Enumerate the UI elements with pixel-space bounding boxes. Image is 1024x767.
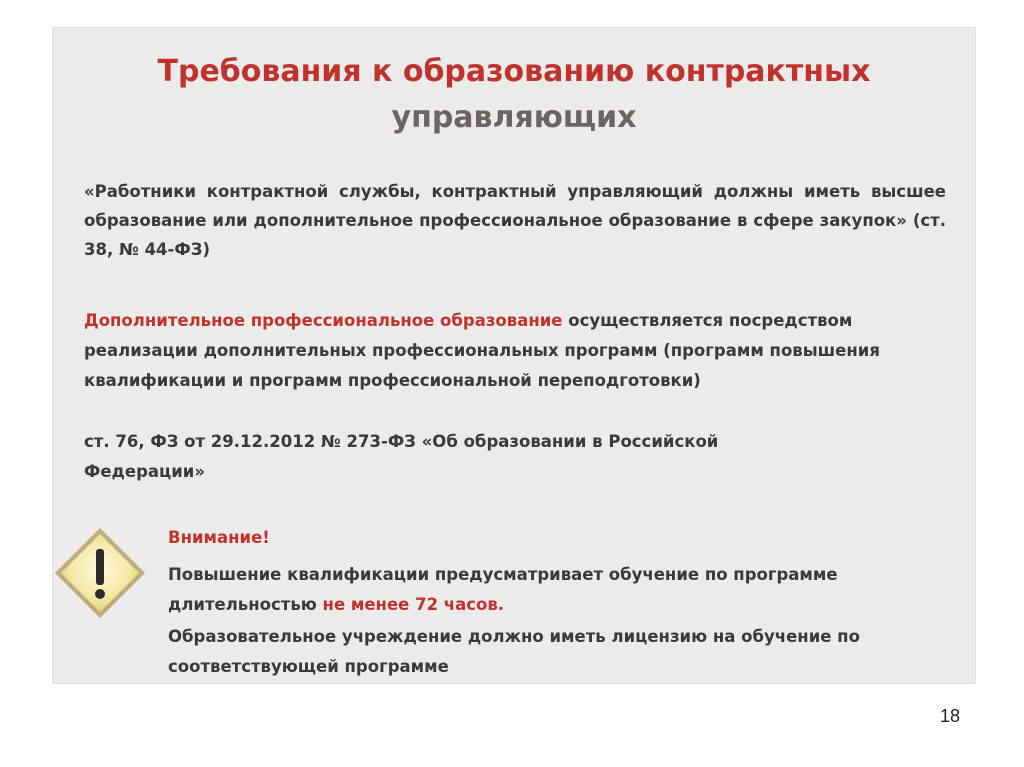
title-line-2: управляющих: [391, 100, 637, 135]
dpo-rest: осуществляется посредством реализации дополнительных профессиональных программ (программ повышения квалификации и программ профессиональной переподготовки): [84, 311, 880, 390]
slide: [52, 27, 976, 684]
dpo-highlight: Дополнительное профессиональное образование: [84, 311, 563, 330]
training-highlight: не менее 72 часов.: [322, 595, 505, 614]
attention-label: Внимание!: [168, 528, 270, 547]
license-paragraph: Образовательное учреждение должно иметь лицензию на обучение по соответствующей программе: [168, 627, 860, 676]
law-quote: «Работники контрактной службы, контрактный управляющий должны иметь высшее образование или дополнительное профессиональное образование в сфере закупок» (ст. 38, № 44-ФЗ): [84, 182, 946, 259]
law-reference: ст. 76, ФЗ от 29.12.2012 № 273-ФЗ «Об образовании в Российской Федерации»: [84, 432, 719, 481]
training-text: Повышение квалификации предусматривает обучение по программе длительностью: [168, 565, 838, 614]
slide-title: [52, 49, 976, 141]
training-paragraph: [168, 560, 868, 620]
exclamation-diamond-icon: [52, 525, 148, 621]
page-number: 18: [940, 706, 961, 726]
dpo-paragraph: [84, 306, 946, 396]
title-line-1: Требования к образованию контрактных: [157, 54, 871, 89]
